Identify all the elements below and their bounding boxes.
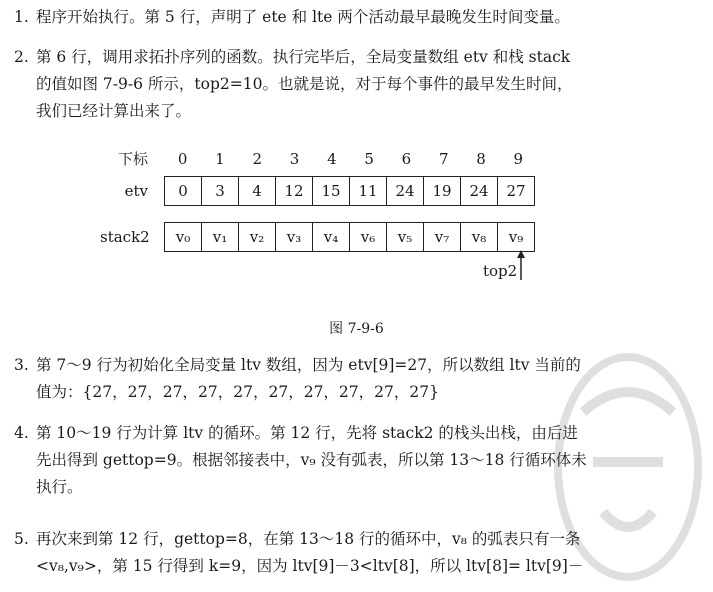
stack2-array <box>164 222 535 252</box>
paragraph-text: 程序开始执行。第 5 行，声明了 ete 和 lte 两个活动最早最晚发生时间变量。 <box>36 8 570 26</box>
stack2-cell: v₁ <box>201 223 238 251</box>
stack2-row <box>100 222 535 252</box>
stack2-cell: v₆ <box>349 223 386 251</box>
paragraph-number: 4. <box>14 424 29 442</box>
paragraph-number: 1. <box>14 8 29 26</box>
paragraph-2 <box>14 44 700 125</box>
paragraph-text: 再次来到第 12 行，gettop=8，在第 13～18 行的循环中，v₈ 的弧表只有一条 <box>36 530 581 548</box>
paragraph-text: 我们已经计算出来了。 <box>36 102 192 120</box>
paragraph-text: 先出得到 gettop=9。根据邻接表中，v₉ 没有弧表，所以第 13～18 行循环体未 <box>36 451 587 469</box>
stack2-cell: v₀ <box>175 228 191 246</box>
stack2-cell: v₇ <box>423 223 460 251</box>
stack2-row-label: stack2 <box>100 228 150 246</box>
figure-caption: 图 7-9-6 <box>329 321 384 337</box>
figure-7-9-6 <box>100 148 570 308</box>
stack2-cell: v₈ <box>460 223 497 251</box>
etv-cell: 27 <box>497 177 534 205</box>
etv-cell: 24 <box>460 177 497 205</box>
paragraph-text: 第 7～9 行为初始化全局变量 ltv 数组，因为 etv[9]=27，所以数组 ltv 当前的 <box>36 356 581 374</box>
index-cell: 9 <box>513 149 524 168</box>
stack2-cell: v₄ <box>312 223 349 251</box>
etv-cell: 12 <box>275 177 312 205</box>
index-cell: 5 <box>364 149 374 168</box>
etv-cell: 24 <box>386 177 423 205</box>
index-row-label: 下标 <box>117 150 148 168</box>
etv-cell: 11 <box>349 177 386 205</box>
index-cell: 8 <box>476 149 486 168</box>
watermark-seal-icon <box>553 352 703 582</box>
stack2-cell: v₂ <box>238 223 275 251</box>
etv-cell: 15 <box>312 177 349 205</box>
etv-cell: 0 <box>178 182 188 200</box>
etv-cell: 3 <box>201 177 238 205</box>
paragraph-text: 执行。 <box>36 478 83 496</box>
paragraph-text: <v₈,v₉>，第 15 行得到 k=9，因为 ltv[9]－3<ltv[8]，所以 ltv[8]= ltv[9]－ <box>36 557 584 575</box>
etv-row <box>100 176 535 206</box>
paragraph-text: 第 6 行，调用求拓扑序列的函数。执行完毕后，全局变量数组 etv 和栈 stack <box>36 48 571 66</box>
index-cell: 6 <box>401 149 412 168</box>
stack2-cell: v₉ <box>497 223 534 251</box>
paragraph-text: 第 10～19 行为计算 ltv 的循环。第 12 行，先将 stack2 的栈头出栈，由后进 <box>36 424 578 442</box>
etv-array <box>164 176 535 206</box>
paragraph-1 <box>14 4 700 31</box>
etv-cell: 4 <box>238 177 275 205</box>
index-cell: 4 <box>327 149 337 168</box>
index-cell: 7 <box>438 149 449 168</box>
etv-cell: 19 <box>423 177 460 205</box>
stack2-cell: v₃ <box>275 223 312 251</box>
paragraph-number: 3. <box>14 356 29 374</box>
stack2-cell: v₅ <box>386 223 423 251</box>
paragraph-number: 2. <box>14 48 29 66</box>
top2-label: top2 <box>483 262 518 280</box>
paragraph-text: 的值如图 7-9-6 所示，top2=10。也就是说，对于每个事件的最早发生时间， <box>36 75 573 93</box>
index-cell: 0 <box>177 149 188 168</box>
paragraph-text: 值为：{27，27，27，27，27，27，27，27，27，27} <box>36 383 439 401</box>
paragraph-number: 5. <box>14 530 29 548</box>
index-row <box>100 148 537 169</box>
index-cell: 1 <box>215 149 225 168</box>
etv-row-label: etv <box>124 182 148 200</box>
index-cell: 3 <box>289 149 300 168</box>
index-cell: 2 <box>252 149 263 168</box>
